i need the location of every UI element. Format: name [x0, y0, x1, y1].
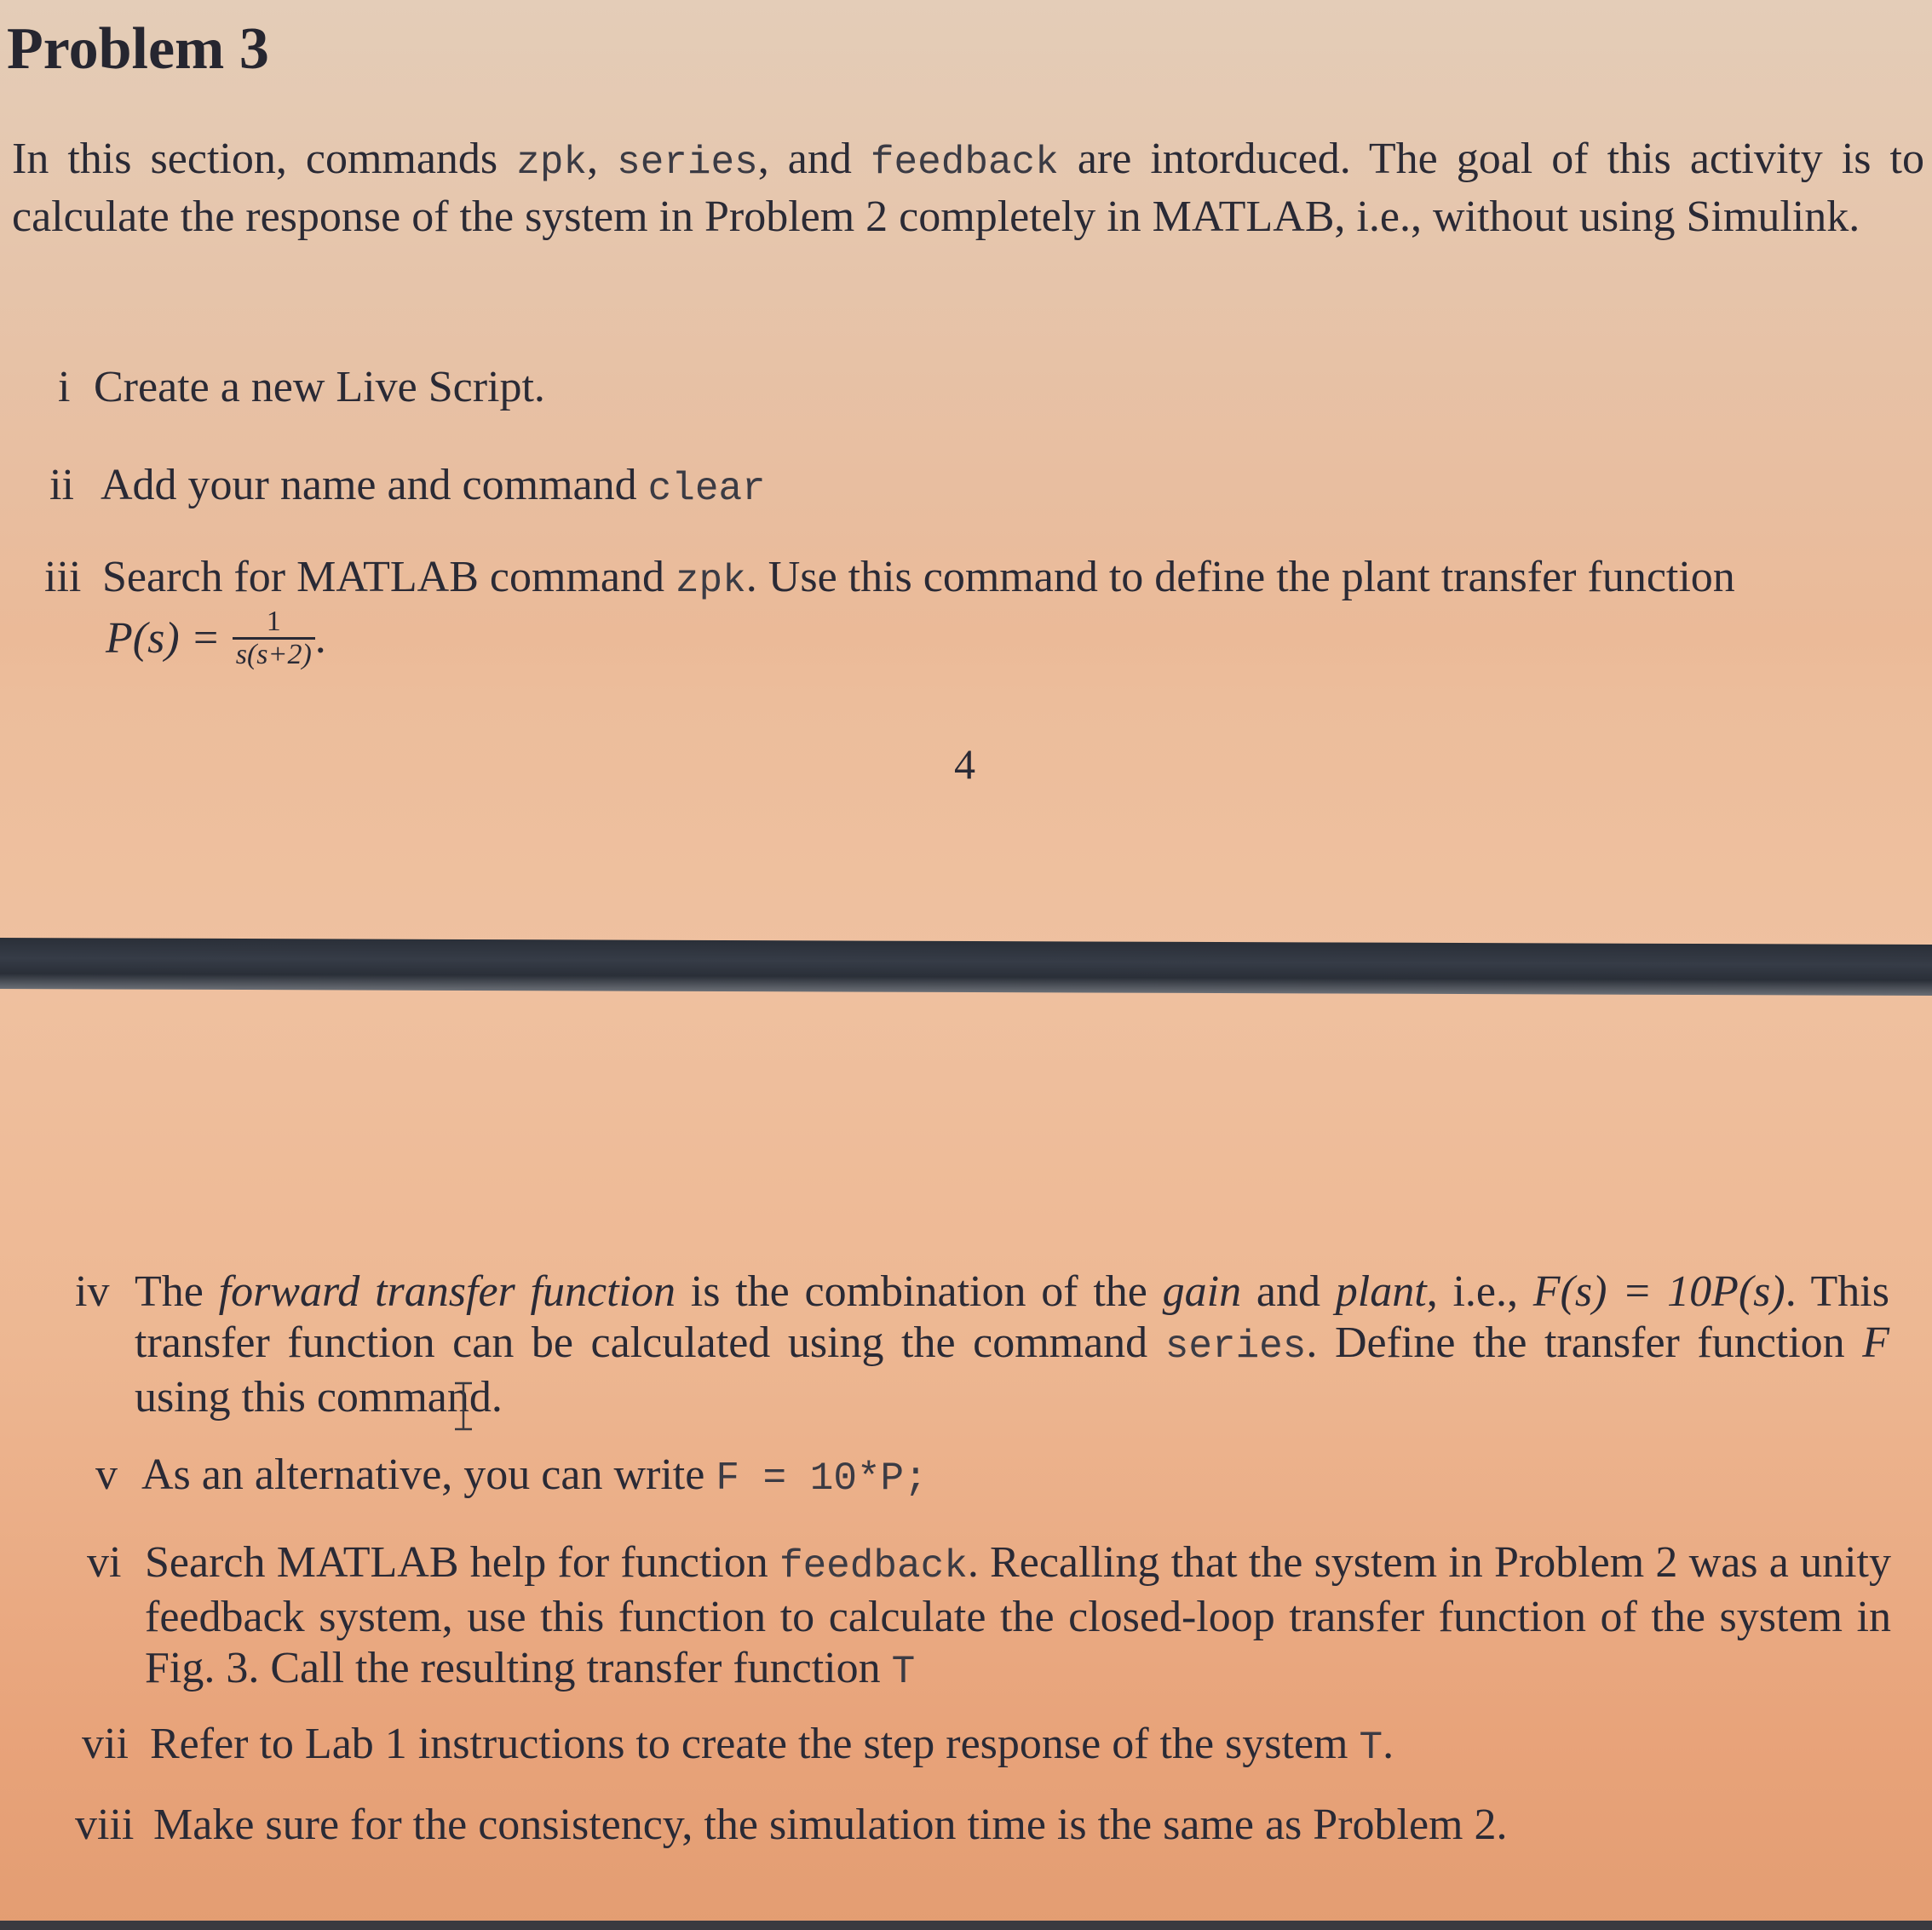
- item-text: Search MATLAB help for function feedback. Recalling that the system in Problem 2 was a unity feedback system, use this function to calculate the closed-loop transfer function of the system in Fig. 3. Call the resulting transfer function T: [145, 1538, 1892, 1694]
- plant-transfer-function: P(s) = $\frac{1}{s(s+2)}$ .: [106, 606, 326, 670]
- document-page-bottom: [0, 992, 1932, 1930]
- item-text: As an alternative, you can write F = 10*P;: [141, 1450, 928, 1501]
- formula-lhs: P(s) =: [106, 613, 221, 663]
- item-number: ii: [49, 461, 74, 509]
- item-number: iv: [75, 1267, 110, 1316]
- item-text: Make sure for the consistency, the simulation time is the same as Problem 2.: [153, 1801, 1508, 1849]
- item-number: i: [58, 363, 71, 411]
- screen-bezel-edge: [0, 1921, 1932, 1930]
- code-zpk: zpk: [675, 559, 746, 603]
- page-number: 4: [954, 740, 975, 788]
- code-T: T: [891, 1650, 916, 1694]
- item-number: vi: [87, 1538, 122, 1587]
- text-cursor-icon: [453, 1381, 474, 1431]
- problem-title: Problem 3: [7, 16, 269, 82]
- item-text: Search for MATLAB command zpk. Use this command to define the plant transfer function: [102, 553, 1735, 603]
- item-text: Add your name and command clear: [101, 461, 766, 511]
- item-text: Create a new Live Script.: [94, 363, 545, 411]
- code-alternative: F = 10*P;: [716, 1456, 928, 1501]
- fraction: [233, 606, 315, 670]
- document-page-top: [0, 0, 1932, 941]
- code-series: series: [617, 141, 758, 185]
- list-item-iii: [44, 552, 1901, 680]
- code-feedback: feedback: [870, 141, 1059, 185]
- fraction-denominator: s(s+2): [233, 637, 315, 670]
- item-text: The forward transfer function is the combination of the gain and plant, i.e., F(s) = 10P(s). This transfer function can be calculated using the command series. Define the transfer function F using this command.: [135, 1267, 1889, 1422]
- item-number: vii: [82, 1720, 129, 1768]
- code-zpk: zpk: [516, 141, 588, 185]
- intro-paragraph: In this section, commands zpk, series, and feedback are intorduced. The goal of this activity is to calculate the response of the system in Problem 2 completely in MATLAB, i.e., without using Simulink.: [12, 135, 1924, 241]
- code-series: series: [1164, 1324, 1307, 1369]
- equation: F(s) = 10P(s): [1532, 1267, 1785, 1316]
- item-number: viii: [75, 1801, 135, 1849]
- item-text: Refer to Lab 1 instructions to create the step response of the system T.: [150, 1720, 1394, 1770]
- code-T: T: [1359, 1726, 1383, 1770]
- fraction-numerator: 1: [266, 606, 281, 637]
- item-number: iii: [44, 553, 82, 601]
- item-number: v: [95, 1450, 118, 1499]
- code-clear: clear: [647, 467, 766, 511]
- page-divider: [0, 938, 1932, 996]
- code-feedback: feedback: [779, 1544, 968, 1588]
